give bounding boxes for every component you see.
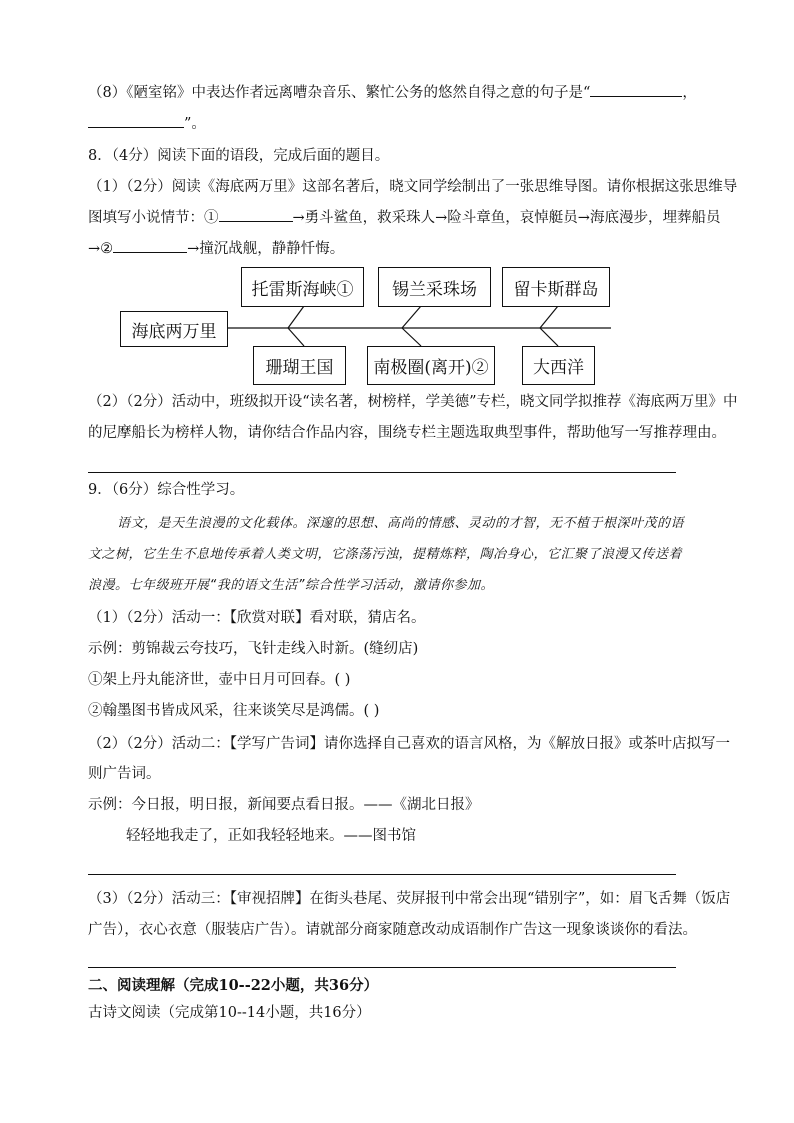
q9-sub2-example1: 示例：今日报，明日报，新闻要点看日报。——《湖北日报》 <box>88 797 480 813</box>
q9-header: 9．（6分）综合性学习。 <box>88 482 245 498</box>
q8-sub2-line2: 的尼摩船长为榜样人物，请你结合作品内容，围绕专栏主题选取典型事件，帮助他写一写推荐理由。 <box>88 425 726 441</box>
q9-sub2-line2: 则广告词。 <box>88 766 161 782</box>
branch-line <box>288 306 304 328</box>
q9-sub2-example2: 轻轻地我走了，正如我轻轻地来。——图书馆 <box>126 828 416 844</box>
branch-line <box>288 328 304 346</box>
q8-header: 8．（4分）阅读下面的语段，完成后面的题目。 <box>88 148 390 164</box>
mindmap-top-node-3: 留卡斯群岛 <box>502 267 610 307</box>
q9-sub1-item2: ②翰墨图书皆成风采，往来谈笑尽是鸿儒。( ) <box>88 703 380 719</box>
q9-sub1-header: （1）（2分）活动一：【欣赏对联】看对联，猜店名。 <box>88 610 426 626</box>
q8-sub1-line1: （1）（2分）阅读《海底两万里》这部名著后，晓文同学绘制出了一张思维导图。请你根据这张思维导 <box>88 179 738 195</box>
answer-line[interactable] <box>88 472 676 473</box>
q9-sub1-item1: ①架上丹丸能济世，壶中日月可回春。( ) <box>88 672 351 688</box>
branch-line <box>402 306 421 328</box>
q8-sub1-line3-rest: →撞沉战舰，静静忏悔。 <box>187 241 345 257</box>
q8-tail-end: ”。 <box>184 116 206 132</box>
q9-intro-line2: 文之树，它生生不息地传承着人类文明，它涤荡污浊，提精炼粹，陶冶身心，它汇聚了浪漫又传送着 <box>88 547 683 562</box>
mindmap-top-node-2: 锡兰采珠场 <box>378 267 491 307</box>
section2-title: 二、阅读理解（完成10--22小题，共36分） <box>88 977 379 994</box>
mindmap-top-node-1: 托雷斯海峡① <box>241 267 364 307</box>
mindmap-bottom-node-1: 珊瑚王国 <box>253 346 346 385</box>
q8-sub1-line3-text: →② <box>88 241 114 257</box>
q9-sub1-example: 示例：剪锦裁云夸技巧，飞针走线入时新。(缝纫店) <box>88 641 419 657</box>
q8-sub1-line2-text: 图填写小说情节：① <box>88 210 219 226</box>
q8-sub2-line1: （2）（2分）活动中，班级拟开设“读名著，树榜样，学美德”专栏，晓文同学拟推荐《海底两万里》中 <box>88 394 738 410</box>
q8-sub1-line2-rest: →勇斗鲨鱼，救采珠人→险斗章鱼，哀悼艇员→海底漫步，埋葬船员 <box>292 210 721 226</box>
q8-tail-comma: ， <box>682 85 697 101</box>
q9-sub3-line2: 广告），衣心衣意（服装店广告）。请就部分商家随意改动成语制作广告这一现象谈谈你的看法。 <box>88 922 697 938</box>
mindmap-bottom-node-2: 南极圈(离开)② <box>367 346 495 385</box>
branch-line <box>540 328 558 346</box>
answer-line[interactable] <box>88 874 676 875</box>
q9-sub3-line1: （3）（2分）活动三：【审视招牌】在街头巷尾、荧屏报刊中常会出现“错别字”，如：眉飞舌舞（饭店 <box>88 891 731 907</box>
q9-intro-line3: 浪漫。七年级班开展“我的语文生活”综合性学习活动，激请你参加。 <box>88 578 494 593</box>
answer-line[interactable] <box>88 967 676 968</box>
branch-line <box>540 306 558 328</box>
branch-line <box>402 328 421 346</box>
q9-intro-line1: 语文，是天生浪漫的文化载体。深邃的思想、高尚的情感、灵动的才智，无不植于根深叶茂的语 <box>117 516 685 531</box>
q8-tail-text: （8）《陋室铭》中表达作者远离嘈杂音乐、繁忙公务的悠然自得之意的句子是“ <box>88 85 591 101</box>
mindmap-root: 海底两万里 <box>120 311 228 347</box>
mindmap-bottom-node-3: 大西洋 <box>522 346 595 385</box>
q9-sub2-line1: （2）（2分）活动二：【学写广告词】请你选择自己喜欢的语言风格，为《解放日报》或茶叶店拟写一 <box>88 736 730 752</box>
section2-subtitle: 古诗文阅读（完成第10--14小题，共16分） <box>88 1005 371 1021</box>
